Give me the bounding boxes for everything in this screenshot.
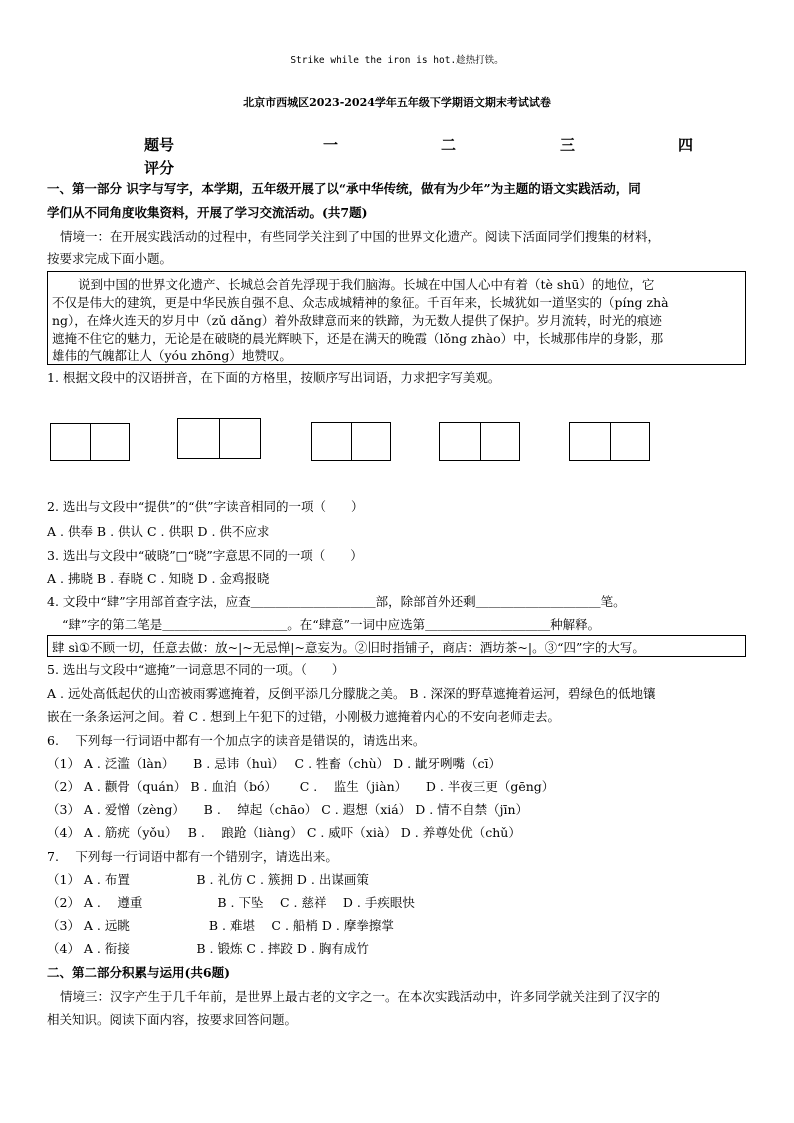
question-6-row-4: （4） A . 筋疣（yǒu） B . 踉跄（liàng） C . 威吓（xià） D . 养尊处优（chǔ） — [47, 825, 521, 840]
score-table-col-2: 二 — [441, 136, 457, 154]
question-6: 6. 下列每一行词语中都有一个加点字的读音是错误的，请选出来。 — [47, 733, 426, 748]
question-7-row-3: （3） A . 远眺 B . 难堪 C . 船梢 D . 摩拳擦掌 — [47, 918, 394, 933]
question-6-row-2: （2） A . 颧骨（quán） B . 血泊（bó） C . 监生（jiàn） D . 半夜三更（gēng） — [47, 779, 555, 794]
context3-line2: 相关知识。阅读下面内容，按要求回答问题。 — [47, 1012, 298, 1027]
dictionary-entry-box — [47, 635, 746, 657]
context1-line1: 情境一：在开展实践活动的过程中，有些同学关注到了中国的世界文化遗产。阅读下活面同学们搜集的材料， — [60, 229, 661, 244]
question-2: 2. 选出与文段中“提供”的“供”字读音相同的一项（ ） — [47, 499, 364, 514]
writing-grid-1[interactable] — [50, 423, 130, 461]
question-3-options: A . 拂晓 B . 春晓 C . 知晓 D . 金鸡报晓 — [47, 571, 270, 586]
question-7-row-4: （4） A . 衔接 B . 锻炼 C . 摔跤 D . 胸有成竹 — [47, 941, 369, 956]
passage-line-1: 说到中国的世界文化遗产、长城总会首先浮现于我们脑海。长城在中国人心中有着（tè shū）的地位，它 — [78, 277, 655, 292]
writing-grid-5[interactable] — [569, 422, 650, 461]
exam-title: 北京市西城区2023-2024学年五年级下学期语文期末考试试卷 — [243, 96, 551, 109]
passage-line-3: ng），在烽火连天的岁月中（zǔ dǎng）着外敌肆意而来的铁蹄，为无数人提供了保护。岁月流转，时光的痕迹 — [52, 313, 662, 328]
question-3: 3. 选出与文段中“破晓”□“晓”字意思不同的一项（ ） — [47, 548, 363, 563]
writing-grid-4[interactable] — [439, 422, 520, 461]
score-table-score-label: 评分 — [144, 159, 175, 177]
question-5-options-line1: A . 远处高低起伏的山峦被雨雾遮掩着，反倒平添几分朦胧之美。 B . 深深的野草遮掩着运河，碧绿色的低地镶 — [47, 686, 656, 701]
context1-line2: 按要求完成下面小题。 — [47, 251, 173, 266]
passage-line-4: 遮掩不住它的魅力，无论是在破晓的晨光辉映下，还是在满天的晚霞（lǒng zhào）中，长城那伟岸的身影，那 — [52, 331, 664, 346]
question-6-row-3: （3） A . 爱憎（zèng） B . 绰起（chāo） C . 遐想（xiá） D . 情不自禁（jīn） — [47, 802, 529, 817]
dictionary-entry: 肆 sì①不顾一切，任意去做：放~|~无忌惮|~意妄为。②旧时指铺子，商店：酒坊茶~|。③“四”字的大写。 — [52, 640, 645, 655]
writing-grid-2[interactable] — [177, 418, 261, 459]
writing-grid-3[interactable] — [311, 422, 391, 461]
passage-line-5: 雄伟的气魄都让人（yóu zhōng）地赞叹。 — [52, 348, 292, 363]
question-7-row-2: （2） A . 遵重 B . 下坠 C . 慈祥 D . 手疾眼快 — [47, 895, 415, 910]
question-1: 1. 根据文段中的汉语拼音，在下面的方格里，按顺序写出词语，力求把字写美观。 — [47, 370, 501, 385]
reading-passage-box — [47, 271, 746, 365]
part1-heading-line1: 一、第一部分 识字与写字，本学期，五年级开展了以“承中华传统，做有为少年”为主题的语文实践活动，同 — [47, 181, 641, 196]
question-5-options-line2: 嵌在一条条运河之间。着 C . 想到上午犯下的过错，小刚极力遮掩着内心的不安向老师走去。 — [47, 709, 560, 724]
page-header: Strike while the iron is hot.趁热打铁。 — [290, 55, 504, 66]
context3-line1: 情境三：汉字产生于几千年前，是世界上最古老的文字之一。在本次实践活动中，许多同学就关注到了汉字的 — [60, 989, 661, 1004]
score-table-col-4: 四 — [678, 136, 694, 154]
question-7: 7. 下列每一行词语中都有一个错别字，请选出来。 — [47, 849, 338, 864]
question-4-line1: 4. 文段中“肆”字用部首查字法，应查＿＿＿＿＿＿＿＿＿＿部，除部首外还剩＿＿＿＿＿＿＿＿＿＿笔。 — [47, 594, 626, 609]
question-2-options: A . 供奉 B . 供认 C . 供职 D . 供不应求 — [47, 524, 270, 539]
question-6-row-1: （1） A . 泛滥（làn） B . 忌讳（huì） C . 牲畜（chù） D . 龇牙咧嘴（cī） — [47, 756, 502, 771]
question-4-line2: “肆”字的第二笔是＿＿＿＿＿＿＿＿＿＿。在“肆意”一词中应选第＿＿＿＿＿＿＿＿＿＿种解释。 — [62, 617, 601, 632]
part2-heading: 二、第二部分积累与运用(共6题) — [47, 965, 231, 980]
question-5: 5. 选出与文段中“遮掩”一词意思不同的一项。（ ） — [47, 662, 345, 677]
question-7-row-1: （1） A . 布置 B . 礼仿 C . 簇拥 D . 出谋画策 — [47, 872, 369, 887]
score-table-col-3: 三 — [560, 136, 576, 154]
part1-heading-line2: 学们从不同角度收集资料，开展了学习交流活动。(共7题) — [47, 205, 368, 220]
passage-line-2: 不仅是伟大的建筑，更是中华民族自强不息、众志成城精神的象征。千百年来，长城犹如一道坚实的（píng zhà — [52, 295, 669, 310]
score-table-col-1: 一 — [323, 136, 339, 154]
score-table-row-label: 题号 — [144, 136, 175, 154]
